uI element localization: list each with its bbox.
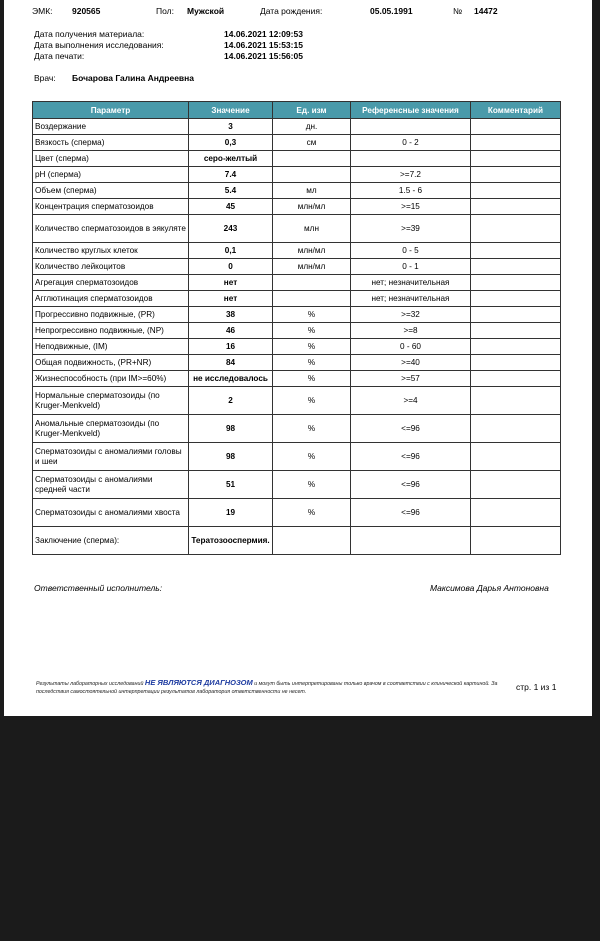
cell-ref: >=32 (351, 307, 471, 323)
disclaimer-text-before: Результаты лабораторных исследований (36, 681, 144, 687)
cell-comment (471, 371, 561, 387)
cell-ref: <=96 (351, 415, 471, 443)
table-row (33, 471, 561, 499)
sex-label: Пол: (156, 6, 174, 16)
cell-param: Количество лейкоцитов (33, 259, 189, 275)
cell-param: Воздержание (33, 119, 189, 135)
cell-param: Агглютинация сперматозоидов (33, 291, 189, 307)
cell-value: 84 (189, 355, 273, 371)
cell-comment (471, 307, 561, 323)
cell-unit (273, 275, 351, 291)
cell-ref (351, 119, 471, 135)
page-number: стр. 1 из 1 (516, 682, 557, 692)
cell-ref: нет; незначительная (351, 275, 471, 291)
table-row (33, 151, 561, 167)
cell-param: Объем (сперма) (33, 183, 189, 199)
cell-unit: % (273, 355, 351, 371)
table-row (33, 167, 561, 183)
cell-param: Нормальные сперматозоиды (по Kruger-Menkveld) (33, 387, 189, 415)
cell-param: Прогрессивно подвижные, (PR) (33, 307, 189, 323)
table-row (33, 307, 561, 323)
cell-comment (471, 135, 561, 151)
cell-value: 243 (189, 215, 273, 243)
cell-comment (471, 471, 561, 499)
table-row (33, 415, 561, 443)
date-printed-value: 14.06.2021 15:56:05 (224, 51, 303, 61)
table-row (33, 135, 561, 151)
table-row (33, 499, 561, 527)
table-row (33, 243, 561, 259)
cell-param: Сперматозоиды с аномалиями головы и шеи (33, 443, 189, 471)
cell-param: pH (сперма) (33, 167, 189, 183)
cell-value: 51 (189, 471, 273, 499)
cell-ref: >=57 (351, 371, 471, 387)
table-row (33, 387, 561, 415)
sex-value: Мужской (187, 6, 225, 16)
cell-unit: мл (273, 183, 351, 199)
cell-comment (471, 243, 561, 259)
table-row (33, 371, 561, 387)
table-row (33, 339, 561, 355)
cell-comment (471, 415, 561, 443)
cell-ref: 0 - 5 (351, 243, 471, 259)
cell-unit: % (273, 499, 351, 527)
cell-value: 0,1 (189, 243, 273, 259)
cell-value: 7.4 (189, 167, 273, 183)
cell-ref: 0 - 2 (351, 135, 471, 151)
header-parameter: Параметр (33, 102, 189, 119)
cell-value: не исследовалось (189, 371, 273, 387)
emk-label: ЭМК: (32, 6, 53, 16)
cell-param: Сперматозоиды с аномалиями хвоста (33, 499, 189, 527)
report-page (4, 0, 592, 716)
cell-unit (273, 151, 351, 167)
disclaimer-text-after: и могут быть интерпретированы только врачом в соответствии с клинической картиной. За последствия самостоятельной интерпретации результатов лаборатория ответственности не несет. (36, 681, 498, 695)
cell-unit: % (273, 443, 351, 471)
cell-ref: 0 - 1 (351, 259, 471, 275)
disclaimer-highlight: НЕ ЯВЛЯЮТСЯ ДИАГНОЗОМ (144, 678, 253, 687)
cell-value: 0,3 (189, 135, 273, 151)
cell-comment (471, 183, 561, 199)
cell-ref: 0 - 60 (351, 339, 471, 355)
cell-comment (471, 215, 561, 243)
cell-comment (471, 291, 561, 307)
cell-param: Непрогрессивно подвижные, (NP) (33, 323, 189, 339)
table-row (33, 183, 561, 199)
date-performed-label: Дата выполнения исследования: (34, 40, 164, 50)
cell-unit: дн. (273, 119, 351, 135)
cell-ref: <=96 (351, 471, 471, 499)
table-row (33, 275, 561, 291)
cell-unit: % (273, 471, 351, 499)
cell-value: нет (189, 291, 273, 307)
cell-comment (471, 387, 561, 415)
cell-value: 5.4 (189, 183, 273, 199)
cell-ref (351, 151, 471, 167)
cell-unit: млн/мл (273, 243, 351, 259)
cell-unit: % (273, 415, 351, 443)
cell-ref: >=8 (351, 323, 471, 339)
number-value: 14472 (474, 6, 498, 16)
cell-unit: % (273, 323, 351, 339)
cell-param: Жизнеспособность (при IM>=60%) (33, 371, 189, 387)
cell-ref: <=96 (351, 443, 471, 471)
cell-unit: млн (273, 215, 351, 243)
cell-param: Количество сперматозоидов в эякуляте (33, 215, 189, 243)
cell-param: Общая подвижность, (PR+NR) (33, 355, 189, 371)
cell-unit: % (273, 371, 351, 387)
cell-ref: >=15 (351, 199, 471, 215)
cell-value: 2 (189, 387, 273, 415)
cell-comment (471, 499, 561, 527)
date-performed-value: 14.06.2021 15:53:15 (224, 40, 303, 50)
header-unit: Ед. изм (273, 102, 351, 119)
cell-value: 0 (189, 259, 273, 275)
table-row (33, 527, 561, 555)
cell-param: Сперматозоиды с аномалиями средней части (33, 471, 189, 499)
cell-unit (273, 527, 351, 555)
cell-comment (471, 527, 561, 555)
results-table (32, 101, 561, 555)
cell-value: серо-желтый (189, 151, 273, 167)
cell-value: нет (189, 275, 273, 291)
cell-value: Тератозооспермия. (189, 527, 273, 555)
cell-value: 38 (189, 307, 273, 323)
cell-ref: >=40 (351, 355, 471, 371)
cell-value: 3 (189, 119, 273, 135)
cell-ref: >=4 (351, 387, 471, 415)
number-label: № (453, 6, 463, 16)
signature-name: Максимова Дарья Антоновна (430, 583, 549, 593)
cell-value: 19 (189, 499, 273, 527)
cell-value: 98 (189, 415, 273, 443)
cell-ref: >=7.2 (351, 167, 471, 183)
signature-label: Ответственный исполнитель: (34, 583, 163, 593)
cell-param: Концентрация сперматозоидов (33, 199, 189, 215)
cell-unit: млн/мл (273, 199, 351, 215)
cell-ref: 1.5 - 6 (351, 183, 471, 199)
cell-value: 46 (189, 323, 273, 339)
date-received-value: 14.06.2021 12:09:53 (224, 29, 303, 39)
doctor-name: Бочарова Галина Андреевна (72, 73, 195, 83)
table-row (33, 259, 561, 275)
cell-param: Цвет (сперма) (33, 151, 189, 167)
date-printed-label: Дата печати: (34, 51, 85, 61)
table-row (33, 355, 561, 371)
header-comment: Комментарий (471, 102, 561, 119)
cell-unit (273, 291, 351, 307)
cell-value: 16 (189, 339, 273, 355)
cell-param: Неподвижные, (IM) (33, 339, 189, 355)
cell-comment (471, 119, 561, 135)
cell-ref: <=96 (351, 499, 471, 527)
cell-comment (471, 275, 561, 291)
table-row (33, 291, 561, 307)
cell-param: Заключение (сперма): (33, 527, 189, 555)
cell-unit: см (273, 135, 351, 151)
cell-unit: % (273, 339, 351, 355)
cell-unit: % (273, 307, 351, 323)
header-value: Значение (189, 102, 273, 119)
date-received-label: Дата получения материала: (34, 29, 145, 39)
cell-unit: % (273, 387, 351, 415)
cell-unit: млн/мл (273, 259, 351, 275)
cell-comment (471, 151, 561, 167)
cell-param: Агрегация сперматозоидов (33, 275, 189, 291)
cell-ref: нет; незначительная (351, 291, 471, 307)
disclaimer (36, 679, 506, 696)
cell-param: Вязкость (сперма) (33, 135, 189, 151)
cell-comment (471, 339, 561, 355)
cell-ref: >=39 (351, 215, 471, 243)
cell-comment (471, 443, 561, 471)
emk-value: 920565 (72, 6, 101, 16)
cell-value: 45 (189, 199, 273, 215)
cell-value: 98 (189, 443, 273, 471)
table-row (33, 443, 561, 471)
table-row (33, 215, 561, 243)
table-body (33, 119, 561, 555)
header-reference: Референсные значения (351, 102, 471, 119)
cell-param: Аномальные сперматозоиды (по Kruger-Menkveld) (33, 415, 189, 443)
table-row (33, 199, 561, 215)
doctor-label: Врач: (34, 73, 56, 83)
dob-value: 05.05.1991 (370, 6, 413, 16)
cell-param: Количество круглых клеток (33, 243, 189, 259)
table-header-row (33, 102, 561, 119)
dob-label: Дата рождения: (260, 6, 323, 16)
cell-comment (471, 199, 561, 215)
cell-unit (273, 167, 351, 183)
cell-ref (351, 527, 471, 555)
cell-comment (471, 323, 561, 339)
cell-comment (471, 259, 561, 275)
table-row (33, 119, 561, 135)
table-row (33, 323, 561, 339)
cell-comment (471, 167, 561, 183)
cell-comment (471, 355, 561, 371)
